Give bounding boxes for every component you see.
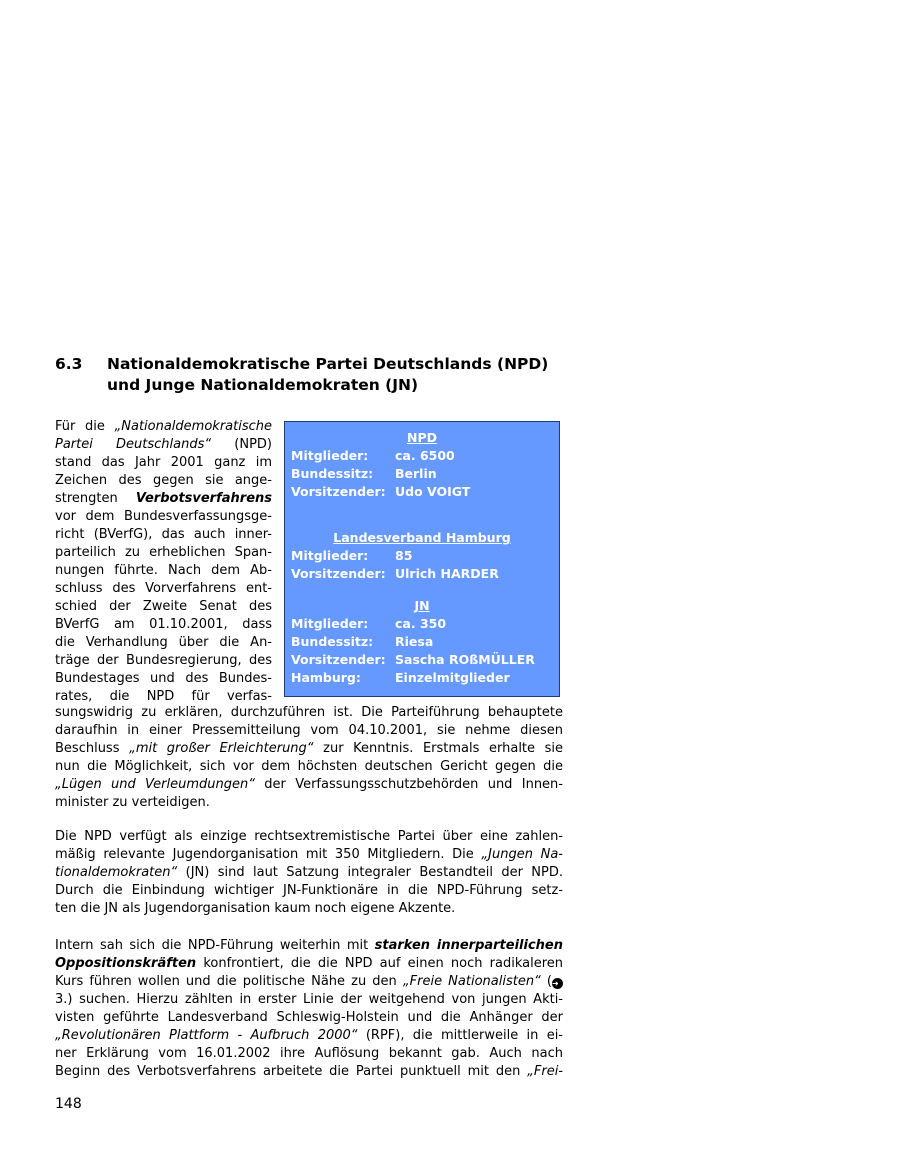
text-run: Für die	[55, 419, 115, 434]
npd-box-title: NPD	[407, 430, 437, 445]
text-line: visten geführte Landesverband Schleswig-Holstein und die Anhänger der	[55, 1010, 563, 1025]
text-line: Die NPD verfügt als einzige rechtsextremistische Partei über eine zahlen-	[55, 829, 563, 844]
italic-term: Partei Deutschlands“	[55, 437, 212, 452]
text-line: träge der Bundesregierung, des	[55, 653, 272, 668]
npd-chair-value: Udo VOIGT	[395, 484, 471, 499]
text-line: richt (BVerfG), das auch inner-	[55, 527, 272, 542]
bold-italic-term: Verbotsverfahrens	[135, 491, 272, 506]
text-line: 3.) suchen. Hierzu zählten in erster Linie der weitgehend von jungen Akti-	[55, 992, 563, 1007]
text-run: (NPD)	[211, 437, 272, 452]
text-line: minister zu verteidigen.	[55, 795, 210, 810]
text-line	[55, 1063, 563, 1081]
text-line	[55, 490, 272, 508]
hamburg-box-title: Landesverband Hamburg	[333, 530, 511, 545]
text-line	[55, 955, 563, 973]
text-line	[55, 864, 563, 882]
page-number: 148	[55, 1096, 82, 1112]
text-line: rates, die NPD für verfas-	[55, 689, 272, 704]
hamburg-chair-label: Vorsitzender:	[291, 566, 386, 581]
cross-reference-arrow-icon[interactable]: ➜	[552, 978, 563, 989]
hamburg-members-label: Mitglieder:	[291, 548, 369, 563]
text-line: nun die Möglichkeit, sich vor dem höchsten deutschen Gericht gegen die	[55, 759, 563, 774]
jn-seat-label: Bundessitz:	[291, 634, 374, 649]
text-run: Intern sah sich die NPD-Führung weiterhin mit	[55, 938, 375, 953]
text-run: der Verfassungsschutzbehörden und Innen-	[255, 777, 563, 792]
paragraph-1-column	[55, 418, 272, 706]
italic-term: „Freie Nationalisten“	[402, 974, 541, 989]
jn-hamburg-label: Hamburg:	[291, 670, 361, 685]
italic-term: „Frei-	[527, 1064, 563, 1079]
npd-members-label: Mitglieder:	[291, 448, 369, 463]
paragraph-3	[55, 937, 563, 1081]
text-run: (RPF), die mittlerweile in ei-	[357, 1028, 564, 1043]
text-line	[55, 740, 563, 758]
bold-italic-term: starken innerparteilichen	[374, 938, 563, 953]
text-line: ten die JN als Jugendorganisation kaum noch eigene Akzente.	[55, 901, 456, 916]
italic-term: tionaldemokraten“	[55, 865, 178, 880]
text-line	[55, 776, 563, 794]
jn-members-value: ca. 350	[395, 616, 447, 631]
text-line: vor dem Bundesverfassungsge-	[55, 509, 272, 524]
text-line	[55, 973, 563, 991]
text-line	[55, 937, 563, 955]
italic-quote: „mit großer Erleichterung“	[129, 741, 314, 756]
text-line: schied der Zweite Senat des	[55, 599, 272, 614]
text-line	[55, 418, 272, 436]
italic-term: „Revolutionären Plattform - Aufbruch 2000“	[55, 1028, 358, 1043]
jn-chair-label: Vorsitzender:	[291, 652, 386, 667]
jn-hamburg-value: Einzelmitglieder	[395, 670, 510, 685]
jn-seat-value: Riesa	[395, 634, 434, 649]
text-line	[55, 436, 272, 454]
text-run: konfrontiert, die die NPD auf einen noch radikaleren	[196, 956, 563, 971]
bold-italic-term: Oppositionskräften	[55, 956, 197, 971]
npd-members-value: ca. 6500	[395, 448, 455, 463]
text-line: ner Erklärung vom 16.01.2002 ihre Auflösung bekannt gab. Auch nach	[55, 1046, 563, 1061]
text-run: Beschluss	[55, 741, 130, 756]
text-run: Beginn des Verbotsverfahrens arbeitete die Partei punktuell mit den	[55, 1064, 528, 1079]
text-line: die Verhandlung über die An-	[55, 635, 272, 650]
italic-term: „Nationaldemokratische	[114, 419, 272, 434]
text-line: Durch die Einbindung wichtiger JN-Funktionäre in die NPD-Führung setz-	[55, 883, 563, 898]
text-line: nungen führte. Nach dem Ab-	[55, 563, 272, 578]
section-title-line2: und Junge Nationaldemokraten (JN)	[107, 376, 419, 394]
section-title-line1: Nationaldemokratische Partei Deutschlands (NPD)	[107, 355, 549, 373]
italic-quote: „Lügen und Verleumdungen“	[55, 777, 255, 792]
npd-seat-value: Berlin	[395, 466, 437, 481]
text-run: zur Kenntnis. Erstmals erhalte sie	[313, 741, 564, 756]
npd-chair-label: Vorsitzender:	[291, 484, 386, 499]
hamburg-members-value: 85	[395, 548, 413, 563]
italic-term: „Jungen Na-	[481, 847, 563, 862]
text-run: (JN) sind laut Satzung integraler Bestandteil der NPD.	[177, 865, 563, 880]
text-line	[55, 846, 563, 864]
npd-seat-label: Bundessitz:	[291, 466, 374, 481]
text-line: daraufhin in einer Pressemitteilung vom 04.10.2001, sie nehme diesen	[55, 723, 563, 738]
text-line: BVerfG am 01.10.2001, dass	[55, 617, 272, 632]
text-run: Kurs führen wollen und die politische Nähe zu den	[55, 974, 403, 989]
section-number: 6.3	[55, 355, 83, 373]
text-line: Zeichen des gegen sie ange-	[55, 473, 272, 488]
paragraph-1-continued	[55, 704, 563, 812]
text-line: sungswidrig zu erklären, durchzuführen ist. Die Parteiführung behauptete	[55, 705, 563, 720]
text-line: parteilich zu erheblichen Span-	[55, 545, 272, 560]
text-run: mäßig relevante Jugendorganisation mit 350 Mitgliedern. Die	[55, 847, 482, 862]
jn-box-title: JN	[414, 598, 430, 613]
text-run: (	[540, 974, 552, 989]
text-line: Bundestages und des Bundes-	[55, 671, 272, 686]
text-line: stand das Jahr 2001 ganz im	[55, 455, 272, 470]
hamburg-chair-value: Ulrich HARDER	[395, 566, 499, 581]
paragraph-2	[55, 828, 563, 918]
text-line: schluss des Vorverfahrens ent-	[55, 581, 272, 596]
jn-chair-value: Sascha ROßMÜLLER	[395, 652, 535, 667]
text-run: strengten	[55, 491, 136, 506]
party-info-box	[284, 421, 560, 697]
text-line	[55, 1027, 563, 1045]
jn-members-label: Mitglieder:	[291, 616, 369, 631]
